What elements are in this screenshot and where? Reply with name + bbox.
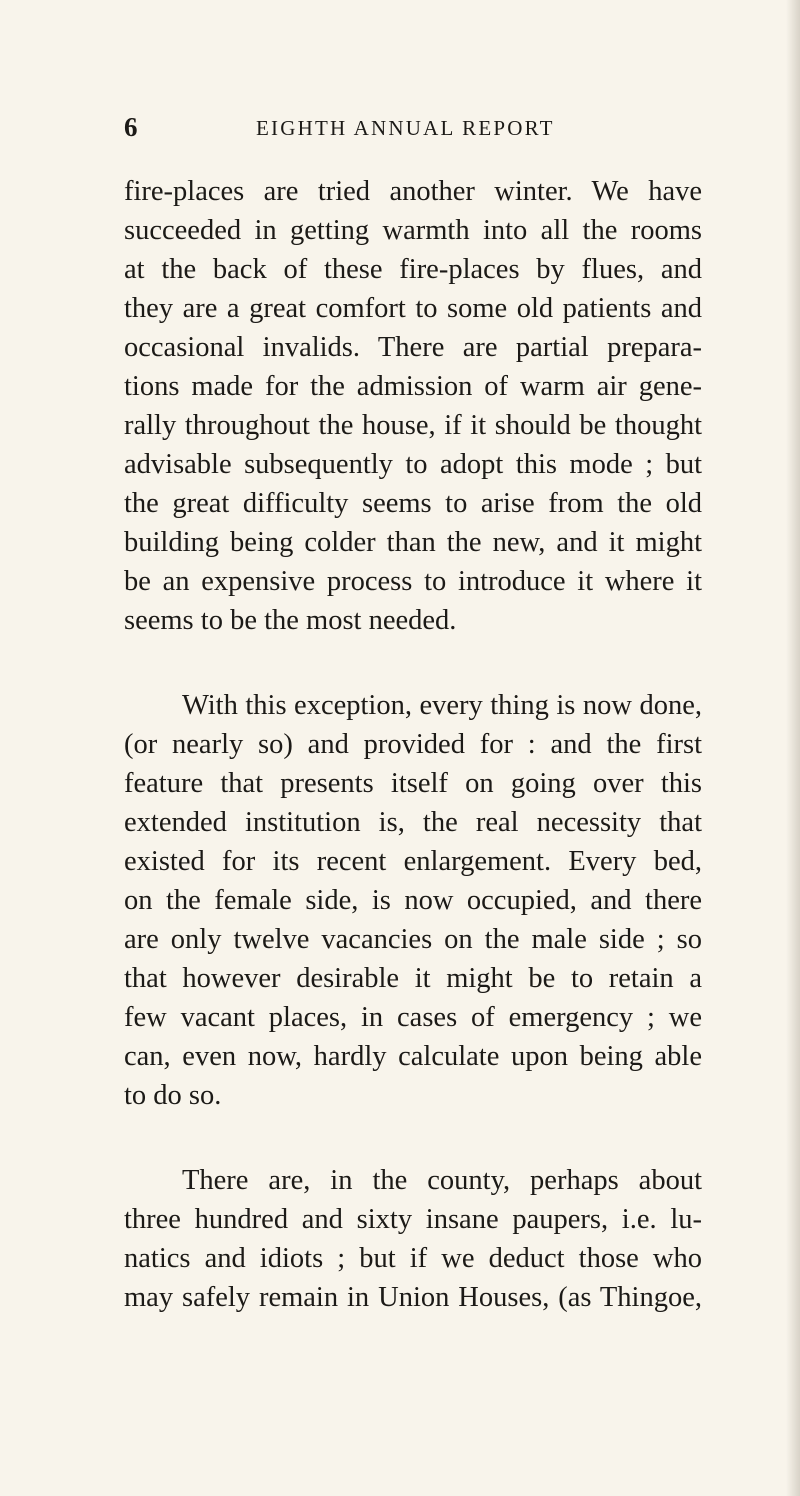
text-line: that however desirable it might be to retain a bbox=[124, 963, 702, 994]
paragraph-gap bbox=[124, 640, 702, 686]
text-line: building being colder than the new, and it might bbox=[124, 527, 702, 558]
body-text bbox=[124, 172, 702, 1317]
page-edge-shadow bbox=[786, 0, 800, 1496]
text-line: advisable subsequently to adopt this mode ; but bbox=[124, 449, 702, 480]
text-line: There are, in the county, perhaps about bbox=[182, 1165, 702, 1196]
text-line: at the back of these fire-places by flues, and bbox=[124, 254, 702, 285]
paragraph-2 bbox=[124, 686, 702, 1115]
text-line: rally throughout the house, if it should be thought bbox=[124, 410, 702, 441]
text-line: are only twelve vacancies on the male side ; so bbox=[124, 924, 702, 955]
text-line: seems to be the most needed. bbox=[124, 605, 457, 636]
text-line: feature that presents itself on going over this bbox=[124, 768, 702, 799]
text-line: occasional invalids. There are partial prepara- bbox=[124, 332, 702, 363]
text-line: tions made for the admission of warm air gene- bbox=[124, 371, 702, 402]
paragraph-3 bbox=[124, 1161, 702, 1317]
page-header bbox=[124, 112, 684, 152]
paragraph-1 bbox=[124, 172, 702, 640]
text-line: three hundred and sixty insane paupers, i.e. lu- bbox=[124, 1204, 702, 1235]
text-line: extended institution is, the real necessity that bbox=[124, 807, 702, 838]
text-line: can, even now, hardly calculate upon being able bbox=[124, 1041, 702, 1072]
text-line: the great difficulty seems to arise from the old bbox=[124, 488, 702, 519]
text-line: they are a great comfort to some old patients and bbox=[124, 293, 702, 324]
text-line: With this exception, every thing is now done, bbox=[182, 690, 702, 721]
running-head: EIGHTH ANNUAL REPORT bbox=[256, 116, 555, 140]
text-line: be an expensive process to introduce it where it bbox=[124, 566, 702, 597]
text-line: natics and idiots ; but if we deduct those who bbox=[124, 1243, 702, 1274]
paragraph-gap bbox=[124, 1115, 702, 1161]
text-line: may safely remain in Union Houses, (as Thingoe, bbox=[124, 1282, 702, 1313]
text-line: few vacant places, in cases of emergency ; we bbox=[124, 1002, 702, 1033]
text-line: existed for its recent enlargement. Every bed, bbox=[124, 846, 702, 877]
text-line: to do so. bbox=[124, 1080, 222, 1111]
text-line: (or nearly so) and provided for : and the first bbox=[124, 729, 702, 760]
text-line: succeeded in getting warmth into all the rooms bbox=[124, 215, 702, 246]
text-line: on the female side, is now occupied, and there bbox=[124, 885, 702, 916]
text-line: fire-places are tried another winter. We have bbox=[124, 176, 702, 207]
page-number: 6 bbox=[124, 112, 139, 142]
